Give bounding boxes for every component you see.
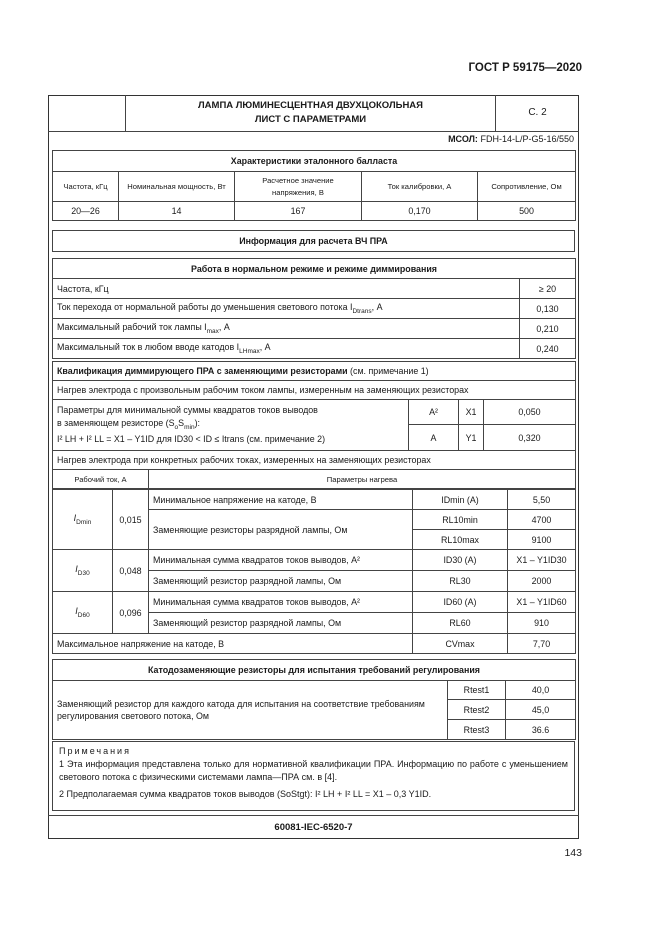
header-block — [48, 95, 579, 131]
qual-params: Параметры для минимальной суммы квадратов токов выводов в заменяющем резисторе $(S_oS_{min})$: I² LH + I² LL = X1 – Y1ID для ID30 < ID ≤ Itrans (см. примечание 2) — [53, 400, 409, 451]
mcsol-label: МСОЛ: — [448, 134, 478, 144]
col-current-header: Рабочий ток, А — [53, 470, 149, 489]
rtest-sym: Rtest1 — [448, 681, 506, 700]
note-1: 1 Эта информация представлена только для нормативной квалификации ПРА. Информацию по работе с уменьшением светового потока с физическими системами лампа—ПРА см. в [4]. — [59, 759, 568, 782]
dmin-val2b: 9100 — [508, 530, 576, 550]
param-value: ≥ 20 — [520, 279, 576, 299]
d60-param2: Заменяющий резистор разрядной лампы, Ом — [149, 613, 413, 634]
dmin-param2: Заменяющие резисторы разрядной лампы, Ом — [149, 510, 413, 550]
cvmax-label: Максимальное напряжение на катоде, В — [53, 634, 413, 654]
d30-val2: 2000 — [508, 571, 576, 592]
d30-sym2: RL30 — [413, 571, 508, 592]
cathode-title: Катодозаменяющие резисторы для испытания требований регулирования — [53, 660, 576, 681]
qual-x1-value: 0,050 — [484, 400, 576, 425]
d30-param2: Заменяющий резистор разрядной лампы, Ом — [149, 571, 413, 592]
d30-current: 0,048 — [113, 550, 149, 592]
cvmax-sym: CVmax — [413, 634, 508, 654]
standard-number: ГОСТ Р 59175—2020 — [468, 62, 582, 74]
ballast-title: Характеристики эталонного балласта — [53, 151, 576, 172]
cathode-section — [52, 659, 575, 740]
title-line-1: ЛАМПА ЛЮМИНЕСЦЕНТНАЯ ДВУХЦОКОЛЬНАЯ — [198, 100, 423, 111]
qualification-section — [52, 361, 575, 654]
iec-code: 60081-IEC-6520-7 — [48, 815, 579, 840]
param-value: 0,130 — [520, 299, 576, 319]
param-label: Ток перехода от нормальной работы до уменьшения светового потока $I_{Dtrans}$, А — [53, 299, 520, 319]
param-label: Максимальный ток в любом вводе катодов $I_{LHmax}$, А — [53, 339, 520, 359]
ballast-header: Ток калибровки, А — [362, 172, 478, 202]
qual-y1: Y1 — [459, 425, 484, 451]
hf-section — [52, 230, 575, 252]
rtest-value: 40,0 — [506, 681, 576, 700]
qual-x1: X1 — [459, 400, 484, 425]
rtest-sym: Rtest2 — [448, 700, 506, 720]
rtest-sym: Rtest3 — [448, 720, 506, 740]
rtest-value: 45,0 — [506, 700, 576, 720]
dmin-sym1: IDmin (А) — [413, 490, 508, 510]
d30-val1: X1 – Y1ID30 — [508, 550, 576, 571]
param-value: 0,210 — [520, 319, 576, 339]
hf-title: Информация для расчета ВЧ ПРА — [53, 231, 575, 252]
ballast-value: 14 — [119, 202, 235, 221]
d30-sym1: ID30 (А) — [413, 550, 508, 571]
dmin-val2a: 4700 — [508, 510, 576, 530]
qual-specific: Нагрев электрода при конкретных рабочих токах, измеренных на заменяющих резисторах — [53, 451, 576, 470]
dmin-val1: 5,50 — [508, 490, 576, 510]
ballast-section — [52, 150, 575, 221]
header-blank-cell — [48, 95, 126, 131]
title-line-2: ЛИСТ С ПАРАМЕТРАМИ — [254, 114, 367, 125]
dmin-sym2b: RL10max — [413, 530, 508, 550]
d60-sym1: ID60 (А) — [413, 592, 508, 613]
rtest-value: 36.6 — [506, 720, 576, 740]
param-label: Максимальный рабочий ток лампы $I_{max}$, А — [53, 319, 520, 339]
ballast-header: Сопротивление, Ом — [478, 172, 576, 202]
sheet-title — [126, 95, 496, 131]
normal-section — [52, 258, 575, 359]
mcsol-value: FDH-14-L/P-G5-16/550 — [480, 134, 574, 144]
d30-param1: Минимальная сумма квадратов токов выводов, А² — [149, 550, 413, 571]
page-number: 143 — [564, 847, 582, 859]
ballast-value: 167 — [235, 202, 362, 221]
ballast-header: Расчетное значение напряжения, В — [235, 172, 362, 202]
header-divider — [48, 131, 579, 132]
mcsol-line — [448, 134, 574, 144]
dmin-label: $I_{Dmin}$ — [53, 490, 113, 550]
d60-current: 0,096 — [113, 592, 149, 634]
d60-val1: X1 – Y1ID60 — [508, 592, 576, 613]
sheet-number: С. 2 — [528, 107, 547, 118]
dmin-sym2a: RL10min — [413, 510, 508, 530]
qual-arbitrary: Нагрев электрода с произвольным рабочим током лампы, измеренным на заменяющих резисторах — [53, 381, 576, 400]
dmin-current: 0,015 — [113, 490, 149, 550]
col-params-header: Параметры нагрева — [149, 470, 576, 489]
ballast-value: 20—26 — [53, 202, 119, 221]
normal-title: Работа в нормальном режиме и режиме диммирования — [53, 259, 576, 279]
qual-title: Квалификация диммирующего ПРА с заменяющими резисторами (см. примечание 1) — [53, 362, 576, 381]
notes-heading: Примечания — [59, 746, 131, 756]
qual-formula: I² LH + I² LL = X1 – Y1ID для ID30 < ID ≤ Itrans (см. примечание 2) — [57, 434, 326, 445]
qual-y1-value: 0,320 — [484, 425, 576, 451]
cathode-desc: Заменяющий резистор для каждого катода для испытания на соответствие требованиям регулирования светового потока, Ом — [53, 681, 448, 740]
qual-unit-a: А — [409, 425, 459, 451]
qual-unit-a2: А² — [409, 400, 459, 425]
notes-block — [52, 741, 575, 811]
d60-param1: Минимальная сумма квадратов токов выводов, А² — [149, 592, 413, 613]
d30-label: $I_{D30}$ — [53, 550, 113, 592]
ballast-value: 0,170 — [362, 202, 478, 221]
d60-val2: 910 — [508, 613, 576, 634]
ballast-value: 500 — [478, 202, 576, 221]
ballast-header: Номинальная мощность, Вт — [119, 172, 235, 202]
cvmax-value: 7,70 — [508, 634, 576, 654]
dmin-param1: Минимальное напряжение на катоде, В — [149, 490, 413, 510]
note-2: 2 Предполагаемая сумма квадратов токов выводов (SoStgt): I² LH + I² LL = X1 – 0,3 Y1ID. — [59, 789, 432, 799]
d60-sym2: RL60 — [413, 613, 508, 634]
ballast-header: Частота, кГц — [53, 172, 119, 202]
d60-label: $I_{D60}$ — [53, 592, 113, 634]
param-value: 0,240 — [520, 339, 576, 359]
param-label: Частота, кГц — [53, 279, 520, 299]
